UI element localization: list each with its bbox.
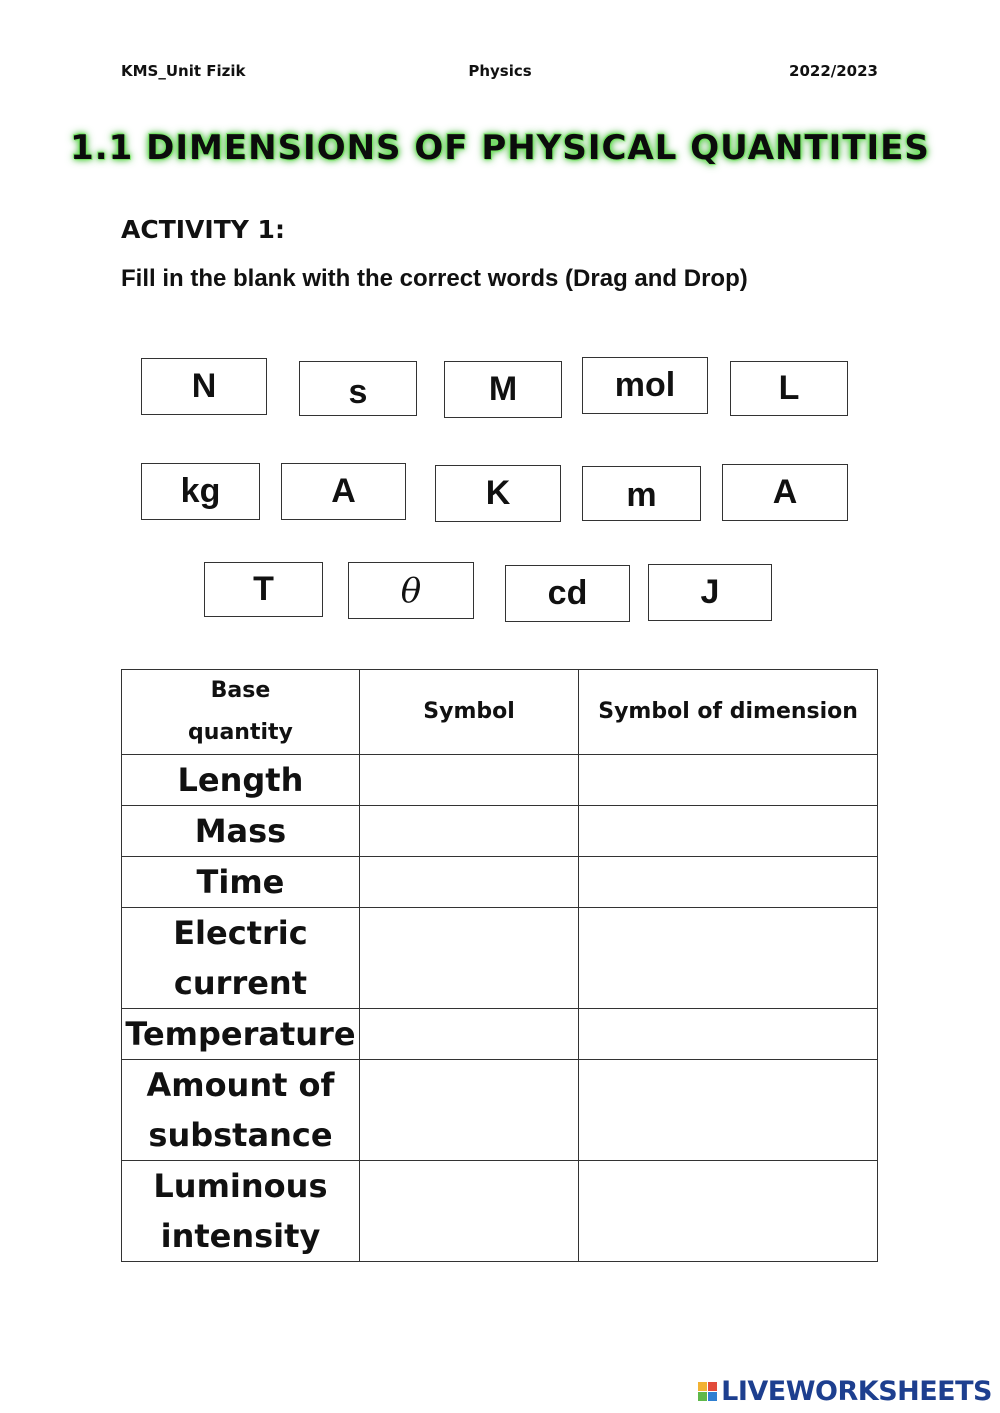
- quantity-cell: Electric current: [122, 908, 360, 1009]
- symbol-drop-zone[interactable]: [359, 857, 578, 908]
- drag-tile[interactable]: A: [281, 463, 406, 520]
- drag-tile[interactable]: A: [722, 464, 848, 521]
- table-row: [122, 1161, 878, 1262]
- header-left: KMS_Unit Fizik: [121, 62, 246, 80]
- page-title: 1.1 DIMENSIONS OF PHYSICAL QUANTITIES: [70, 128, 930, 168]
- dimension-drop-zone[interactable]: [579, 1060, 878, 1161]
- drag-tile[interactable]: m: [582, 466, 701, 521]
- table-row: [122, 1060, 878, 1161]
- table-row: [122, 806, 878, 857]
- header-right: 2022/2023: [789, 62, 878, 80]
- dimension-drop-zone[interactable]: [579, 1009, 878, 1060]
- logo-text: LIVEWORKSHEETS: [721, 1376, 992, 1407]
- dimension-drop-zone[interactable]: [579, 755, 878, 806]
- dimension-drop-zone[interactable]: [579, 806, 878, 857]
- drag-tile[interactable]: mol: [582, 357, 708, 414]
- base-quantity-table: [121, 669, 878, 1262]
- drag-tile[interactable]: cd: [505, 565, 630, 622]
- quantity-cell: Time: [122, 857, 360, 908]
- header-center: Physics: [468, 62, 532, 80]
- symbol-drop-zone[interactable]: [359, 1060, 578, 1161]
- table-header-row: [122, 670, 878, 755]
- quantity-cell: Amount of substance: [122, 1060, 360, 1161]
- dimension-drop-zone[interactable]: [579, 908, 878, 1009]
- table-row: [122, 755, 878, 806]
- table-row: [122, 1009, 878, 1060]
- quantity-cell: Temperature: [122, 1009, 360, 1060]
- drag-tile[interactable]: J: [648, 564, 772, 621]
- drag-tile[interactable]: L: [730, 361, 848, 416]
- drag-tile[interactable]: M: [444, 361, 562, 418]
- drag-tile[interactable]: T: [204, 562, 323, 617]
- drag-tile[interactable]: K: [435, 465, 561, 522]
- header-symbol: Symbol: [359, 670, 578, 755]
- quantity-cell: Luminous intensity: [122, 1161, 360, 1262]
- symbol-drop-zone[interactable]: [359, 755, 578, 806]
- symbol-drop-zone[interactable]: [359, 806, 578, 857]
- table-row: [122, 908, 878, 1009]
- instruction-text: Fill in the blank with the correct words (Drag and Drop): [121, 265, 748, 292]
- logo-grid-icon: [698, 1382, 717, 1401]
- symbol-drop-zone[interactable]: [359, 1161, 578, 1262]
- drag-tile[interactable]: kg: [141, 463, 260, 520]
- header-base-quantity: Base quantity: [122, 670, 360, 755]
- drag-tile[interactable]: s: [299, 361, 417, 416]
- liveworksheets-logo: [698, 1376, 992, 1407]
- symbol-drop-zone[interactable]: [359, 908, 578, 1009]
- drag-tile[interactable]: N: [141, 358, 267, 415]
- quantity-cell: Mass: [122, 806, 360, 857]
- dimension-drop-zone[interactable]: [579, 857, 878, 908]
- symbol-drop-zone[interactable]: [359, 1009, 578, 1060]
- activity-heading: ACTIVITY 1:: [121, 215, 285, 244]
- quantity-cell: Length: [122, 755, 360, 806]
- dimension-drop-zone[interactable]: [579, 1161, 878, 1262]
- header-symbol-of-dimension: Symbol of dimension: [579, 670, 878, 755]
- drag-tile[interactable]: θ: [348, 562, 474, 619]
- table-row: [122, 857, 878, 908]
